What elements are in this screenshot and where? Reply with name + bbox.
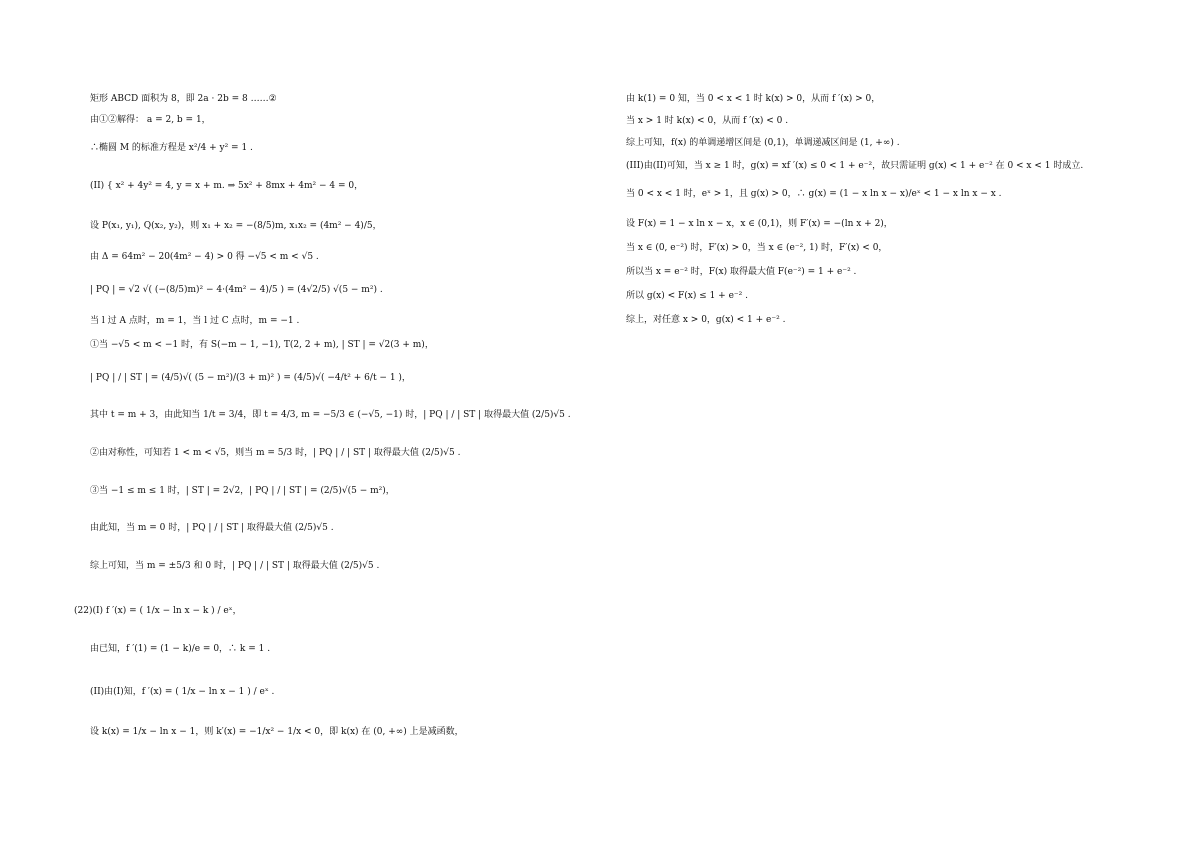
left-line: 设 P(x₁, y₁), Q(x₂, y₂)，则 x₁ + x₂ = −(8/5)m, x₁x₂ = (4m² − 4)/5， — [90, 221, 382, 231]
left-line: 其中 t = m + 3，由此知当 1/t = 3/4，即 t = 4/3, m = −5/3 ∈ (−√5, −1) 时，| PQ | / | ST | 取得最大值 (2/5)√5 . — [90, 410, 571, 420]
right-line: 当 x ∈ (0, e⁻²) 时，F′(x) > 0，当 x ∈ (e⁻², 1) 时，F′(x) < 0， — [626, 243, 888, 253]
right-line: 综上可知，f(x) 的单调递增区间是 (0,1)，单调递减区间是 (1, +∞) . — [626, 138, 900, 148]
left-line: 矩形 ABCD 面积为 8，即 2a · 2b = 8 ……② — [90, 94, 277, 104]
right-line: 所以 g(x) < F(x) ≤ 1 + e⁻² . — [626, 291, 748, 301]
left-line: 由已知，f ′(1) = (1 − k)/e = 0，∴ k = 1 . — [90, 644, 271, 654]
left-line: 由①②解得： a = 2, b = 1， — [90, 115, 211, 125]
left-line: 设 k(x) = 1/x − ln x − 1，则 k′(x) = −1/x² − 1/x < 0，即 k(x) 在 (0, +∞) 上是减函数， — [90, 727, 464, 737]
left-line: ③当 −1 ≤ m ≤ 1 时，| ST | = 2√2，| PQ | / | ST | = (2/5)√(5 − m²)， — [90, 486, 395, 496]
left-line: (II) { x² + 4y² = 4, y = x + m. ⇒ 5x² + 8mx + 4m² − 4 = 0， — [90, 181, 364, 191]
left-line: ①当 −√5 < m < −1 时，有 S(−m − 1, −1), T(2, 2 + m), | ST | = √2(3 + m)， — [90, 340, 434, 350]
left-line: | PQ | = √2 √( (−(8/5)m)² − 4·(4m² − 4)/5 ) = (4√2/5) √(5 − m²) . — [90, 285, 383, 295]
left-line: 综上可知，当 m = ±5/3 和 0 时，| PQ | / | ST | 取得最大值 (2/5)√5 . — [90, 561, 380, 571]
right-line: 由 k(1) = 0 知，当 0 < x < 1 时 k(x) > 0，从而 f ′(x) > 0， — [626, 94, 881, 104]
question-22-heading: (22)(I) f ′(x) = ( 1/x − ln x − k ) / eˣ， — [74, 606, 242, 616]
left-line: 由此知，当 m = 0 时，| PQ | / | ST | 取得最大值 (2/5)√5 . — [90, 523, 334, 533]
left-line: ②由对称性，可知若 1 < m < √5，则当 m = 5/3 时，| PQ | / | ST | 取得最大值 (2/5)√5 . — [90, 448, 461, 458]
left-line: | PQ | / | ST | = (4/5)√( (5 − m²)/(3 + m)² ) = (4/5)√( −4/t² + 6/t − 1 )， — [90, 373, 411, 383]
left-line: ∴椭圆 M 的标准方程是 x²/4 + y² = 1 . — [90, 143, 253, 153]
left-line: 由 Δ = 64m² − 20(4m² − 4) > 0 得 −√5 < m < √5 . — [90, 252, 319, 262]
right-line: 所以当 x = e⁻² 时，F(x) 取得最大值 F(e⁻²) = 1 + e⁻² . — [626, 267, 857, 277]
right-line: 设 F(x) = 1 − x ln x − x，x ∈ (0,1)，则 F′(x) = −(ln x + 2)， — [626, 219, 893, 229]
right-line: 当 x > 1 时 k(x) < 0，从而 f ′(x) < 0 . — [626, 116, 789, 126]
left-line: 当 l 过 A 点时，m = 1，当 l 过 C 点时，m = −1 . — [90, 316, 300, 326]
right-line: (III)由(II)可知，当 x ≥ 1 时，g(x) = xf ′(x) ≤ 0 < 1 + e⁻²，故只需证明 g(x) < 1 + e⁻² 在 0 < x < 1 时成立. — [626, 161, 1084, 171]
right-line: 当 0 < x < 1 时，eˣ > 1，且 g(x) > 0，∴ g(x) = (1 − x ln x − x)/eˣ < 1 − x ln x − x . — [626, 189, 1002, 199]
left-line: (II)由(I)知，f ′(x) = ( 1/x − ln x − 1 ) / eˣ . — [90, 687, 275, 697]
right-line: 综上，对任意 x > 0，g(x) < 1 + e⁻² . — [626, 315, 786, 325]
